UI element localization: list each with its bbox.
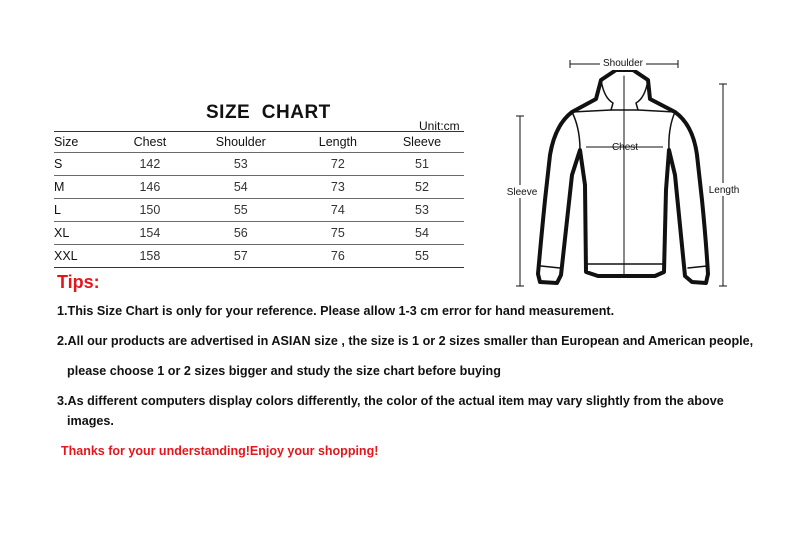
size-chart-title: SIZE CHART <box>206 102 331 123</box>
cell-shoulder: 55 <box>186 199 296 222</box>
header-length: Length <box>296 132 380 153</box>
sleeve-measure <box>516 116 524 286</box>
cell-size: M <box>54 176 114 199</box>
cell-length: 72 <box>296 153 380 176</box>
length-label: Length <box>708 185 740 196</box>
jacket-body-outline <box>538 70 708 283</box>
cell-chest: 154 <box>114 222 186 245</box>
thanks-message: Thanks for your understanding!Enjoy your shopping! <box>61 444 379 458</box>
shoulder-label: Shoulder <box>602 58 644 69</box>
cell-shoulder: 54 <box>186 176 296 199</box>
header-size: Size <box>54 132 114 153</box>
cell-sleeve: 51 <box>380 153 464 176</box>
header-sleeve: Sleeve <box>380 132 464 153</box>
cell-size: L <box>54 199 114 222</box>
tips-title: Tips: <box>57 272 100 292</box>
armhole-left <box>572 112 580 150</box>
jacket-outline <box>538 70 708 283</box>
cell-length: 75 <box>296 222 380 245</box>
cell-size: XL <box>54 222 114 245</box>
sleeve-label: Sleeve <box>506 187 538 198</box>
cell-sleeve: 55 <box>380 245 464 268</box>
tip-line-2-continued: please choose 1 or 2 sizes bigger and study the size chart before buying <box>67 364 501 378</box>
cell-size: XXL <box>54 245 114 268</box>
cell-sleeve: 53 <box>380 199 464 222</box>
cell-length: 76 <box>296 245 380 268</box>
cell-chest: 150 <box>114 199 186 222</box>
cell-shoulder: 56 <box>186 222 296 245</box>
cuff-left <box>541 266 560 268</box>
cell-chest: 142 <box>114 153 186 176</box>
cell-sleeve: 54 <box>380 222 464 245</box>
header-chest: Chest <box>114 132 186 153</box>
cell-length: 73 <box>296 176 380 199</box>
tip-line-2: 2.All our products are advertised in ASIAN size , the size is 1 or 2 sizes smaller than European and American people, <box>57 334 754 348</box>
armhole-right <box>669 112 675 150</box>
collar-seam-left <box>601 80 613 110</box>
cell-shoulder: 57 <box>186 245 296 268</box>
collar-seam-right <box>636 80 648 110</box>
cell-chest: 158 <box>114 245 186 268</box>
header-shoulder: Shoulder <box>186 132 296 153</box>
cuff-right <box>688 266 707 268</box>
tip-line-3-continued: images. <box>67 414 114 428</box>
tip-line-3: 3.As different computers display colors differently, the color of the actual item may vary slightly from the above <box>57 394 724 408</box>
cell-length: 74 <box>296 199 380 222</box>
cell-size: S <box>54 153 114 176</box>
cell-sleeve: 52 <box>380 176 464 199</box>
unit-label: Unit:cm <box>419 119 460 133</box>
cell-chest: 146 <box>114 176 186 199</box>
cell-shoulder: 53 <box>186 153 296 176</box>
tip-line-1: 1.This Size Chart is only for your reference. Please allow 1-3 cm error for hand measurement. <box>57 304 615 318</box>
chest-label: Chest <box>611 142 639 153</box>
